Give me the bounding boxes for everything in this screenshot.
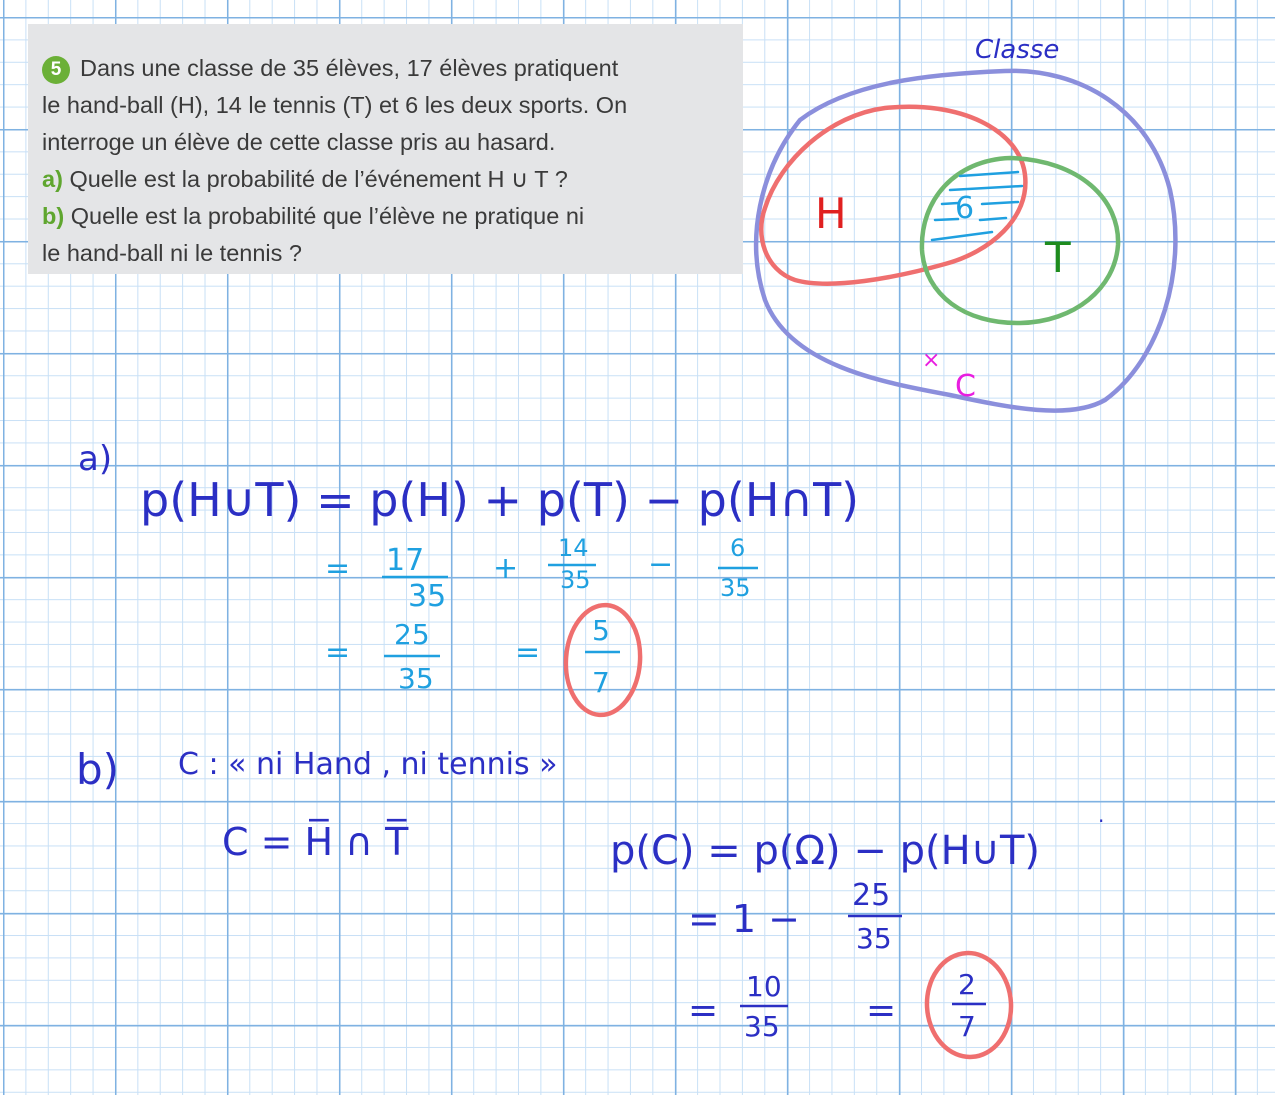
exercise-intro-line1: Dans une classe de 35 élèves, 17 élèves pratiquent xyxy=(80,55,619,81)
equals-sign: = xyxy=(515,635,541,670)
universe-set-outline xyxy=(756,71,1175,411)
set-t-label: T xyxy=(1045,233,1071,282)
frac-intersection-numerator: 6 xyxy=(730,534,746,562)
universe-label: Classe xyxy=(975,35,1060,65)
minus-sign: − xyxy=(648,547,674,582)
result-b-numerator: 2 xyxy=(958,968,976,1001)
frac-intersection-denominator: 35 xyxy=(720,574,751,602)
plus-sign: + xyxy=(493,551,519,586)
event-formula: C = H̅ ∩ T̅ xyxy=(222,820,409,864)
question-b-marker: b) xyxy=(42,203,65,229)
question-a-text: Quelle est la probabilité de l’événement H ∪ T ? xyxy=(69,166,568,192)
intersection-count: 6 xyxy=(955,191,975,226)
event-definition: C : « ni Hand , ni tennis » xyxy=(178,747,558,782)
equals-sign: = xyxy=(325,635,351,670)
result-a-denominator: 7 xyxy=(592,666,610,699)
sum-numerator: 25 xyxy=(394,618,430,651)
sum-denominator: 35 xyxy=(398,662,434,695)
step1-numerator: 25 xyxy=(852,878,891,913)
set-t-outline xyxy=(922,158,1118,323)
set-h-label: H xyxy=(815,189,847,238)
stray-dot: . xyxy=(1098,803,1105,827)
result-a-numerator: 5 xyxy=(592,614,610,647)
frac-h-denominator: 35 xyxy=(408,579,447,614)
step2-numerator: 10 xyxy=(746,970,782,1003)
equals-sign: = xyxy=(688,990,719,1031)
equals-sign: = xyxy=(325,551,351,586)
step1-expression: = 1 − xyxy=(688,897,801,941)
exercise-number-badge: 5 xyxy=(42,56,70,84)
exercise-intro-line3: interroge un élève de cette classe pris au hasard. xyxy=(42,129,556,155)
frac-t-denominator: 35 xyxy=(560,566,591,594)
step1-denominator: 35 xyxy=(856,922,892,955)
result-b-denominator: 7 xyxy=(958,1010,976,1043)
part-a-formula: p(H∪T) = p(H) + p(T) − p(H∩T) xyxy=(140,473,860,527)
exercise-intro-line2: le hand-ball (H), 14 le tennis (T) et 6 les deux sports. On xyxy=(42,92,628,118)
part-b-label: b) xyxy=(76,745,120,794)
venn-diagram xyxy=(756,35,1175,411)
probability-formula: p(C) = p(Ω) − p(H∪T) xyxy=(610,828,1040,874)
frac-t-numerator: 14 xyxy=(558,534,589,562)
set-h-outline xyxy=(761,107,1025,284)
part-a xyxy=(78,439,859,717)
part-b xyxy=(76,745,1104,1059)
point-label: C xyxy=(955,369,976,404)
point-marker: × xyxy=(922,348,941,373)
question-b-text-line2: le hand-ball ni le tennis ? xyxy=(42,240,302,266)
equals-sign: = xyxy=(866,990,897,1031)
frac-h-numerator: 17 xyxy=(386,543,425,578)
part-a-label: a) xyxy=(78,439,113,479)
step2-denominator: 35 xyxy=(744,1010,780,1043)
question-a-marker: a) xyxy=(42,166,63,192)
question-b-text: Quelle est la probabilité que l’élève ne pratique ni xyxy=(70,203,585,229)
